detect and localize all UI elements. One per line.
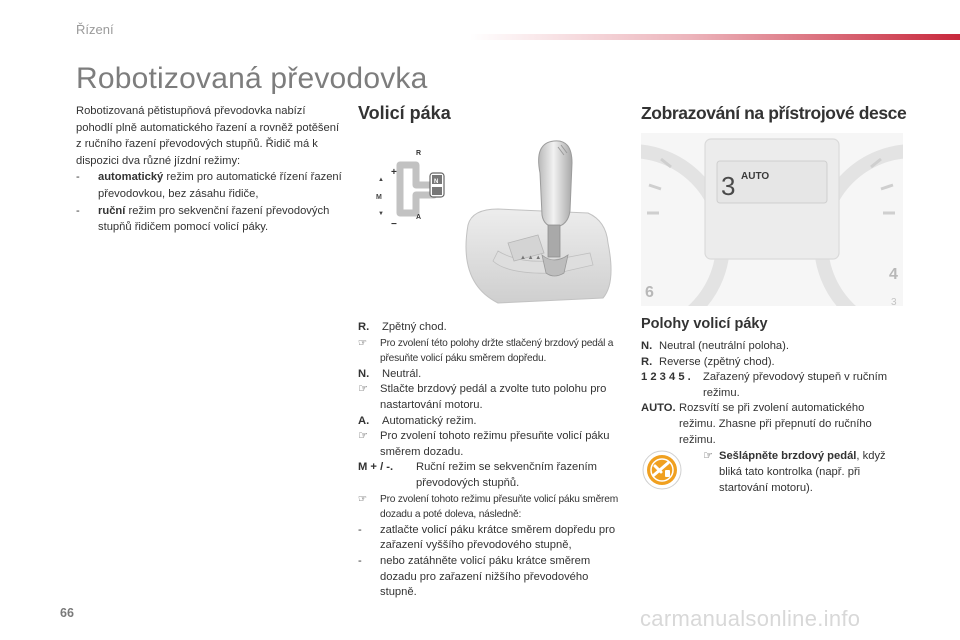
intro-item-auto: - automatický režim pro automatické řízení řazení převodovkou, bez zásahu řidiče, [76, 171, 342, 200]
svg-text:▲: ▲ [378, 177, 384, 183]
gear-lever-description [358, 320, 620, 601]
position-gears: 1 2 3 4 5 . Zařazený převodový stupeň v ručním režimu. [641, 371, 888, 399]
entry-manual: M + / -. Ruční režim se sekvenčním řazením převodových stupňů. [358, 461, 597, 489]
heading-dashboard-display: Zobrazování na přístrojové desce [641, 103, 907, 123]
section-header: Řízení [76, 22, 114, 37]
instrument-panel-illustration [641, 133, 903, 306]
dash-item-downshift: - nebo zatáhněte volicí páku krátce směrem dozadu pro zařazení nižšího převodového stupně. [358, 554, 591, 599]
svg-text:▲ ▲ ▲: ▲ ▲ ▲ [520, 255, 542, 261]
page-title: Robotizovaná převodovka [76, 62, 428, 95]
lever-positions-list [641, 339, 903, 448]
heading-lever-positions: Polohy volicí páky [641, 316, 768, 332]
dial-number-right: 4 [889, 266, 898, 283]
heading-gear-lever: Volicí páka [358, 103, 451, 123]
note-automatic: ☞ Pro zvolení tohoto režimu přesuňte volicí páku směrem dozadu. [358, 429, 620, 460]
note-neutral: ☞ Stlačte brzdový pedál a zvolte tuto polohu pro nastartování motoru. [358, 382, 620, 413]
gate-label-r: R [416, 150, 422, 157]
brake-pedal-warning-icon [641, 449, 683, 491]
dial-number-far: 3 [891, 297, 897, 306]
dash-item-upshift: - zatlačte volicí páku krátce směrem dopředu pro zařazení vyššího převodového stupně, [358, 523, 616, 552]
gate-label-minus: − [391, 219, 397, 230]
header-accent-bar [470, 34, 960, 40]
position-reverse: R. Reverse (zpětný chod). [641, 355, 775, 368]
display-gear-digit: 3 [721, 171, 736, 201]
entry-reverse: R. Zpětný chod. [358, 321, 447, 333]
gate-label-n: N [434, 179, 439, 185]
intro-item-manual: - ruční režim pro sekvenční řazení převodových stupňů řidičem pomocí volicí páky. [76, 204, 330, 234]
note-manual: ☞ Pro zvolení tohoto režimu přesuňte volicí páku směrem dozadu a poté doleva, následně: [358, 492, 620, 523]
intro-text [76, 103, 344, 236]
brake-warning-note: ☞ Sešlápněte brzdový pedál, když bliká tato kontrolka (např. při startování motoru). [703, 450, 886, 494]
entry-automatic: A. Automatický režim. [358, 414, 477, 427]
gear-lever-illustration [358, 133, 618, 313]
intro-paragraph: Robotizovaná pětistupňová převodovka nabízí pohodlí plně automatického řazení a rovněž potěšení z ručního řazení převodových stupňů. Řidič má k dispozici dva různé jízdní režimy: [76, 105, 340, 167]
pointer-icon: ☞ [703, 450, 714, 462]
position-auto: AUTO. Rozsvítí se při zvolení automatického režimu. Zhasne při přepnutí do ručního režimu. [641, 402, 872, 446]
pointer-icon: ☞ [358, 383, 369, 396]
shift-gate-diagram [400, 165, 444, 213]
page-number: 66 [60, 606, 74, 620]
pointer-icon: ☞ [358, 337, 367, 349]
watermark: carmanualsonline.info [640, 606, 861, 631]
pointer-icon: ☞ [358, 493, 367, 505]
note-reverse: ☞ Pro zvolení této polohy držte stlačený brzdový pedál a přesuňte volicí páku směrem dopředu. [358, 336, 620, 367]
gate-label-m: M [376, 194, 382, 201]
gate-label-plus: + [391, 167, 397, 178]
dial-number-left: 6 [645, 284, 654, 301]
instrument-panel-drawing [641, 133, 903, 306]
position-neutral: N. Neutral (neutrální poloha). [641, 340, 789, 352]
entry-neutral: N. Neutrál. [358, 367, 422, 380]
gate-label-a: A [416, 214, 422, 221]
svg-text:▼: ▼ [378, 211, 384, 217]
display-mode-auto: AUTO [741, 171, 770, 182]
pointer-icon: ☞ [358, 430, 369, 443]
